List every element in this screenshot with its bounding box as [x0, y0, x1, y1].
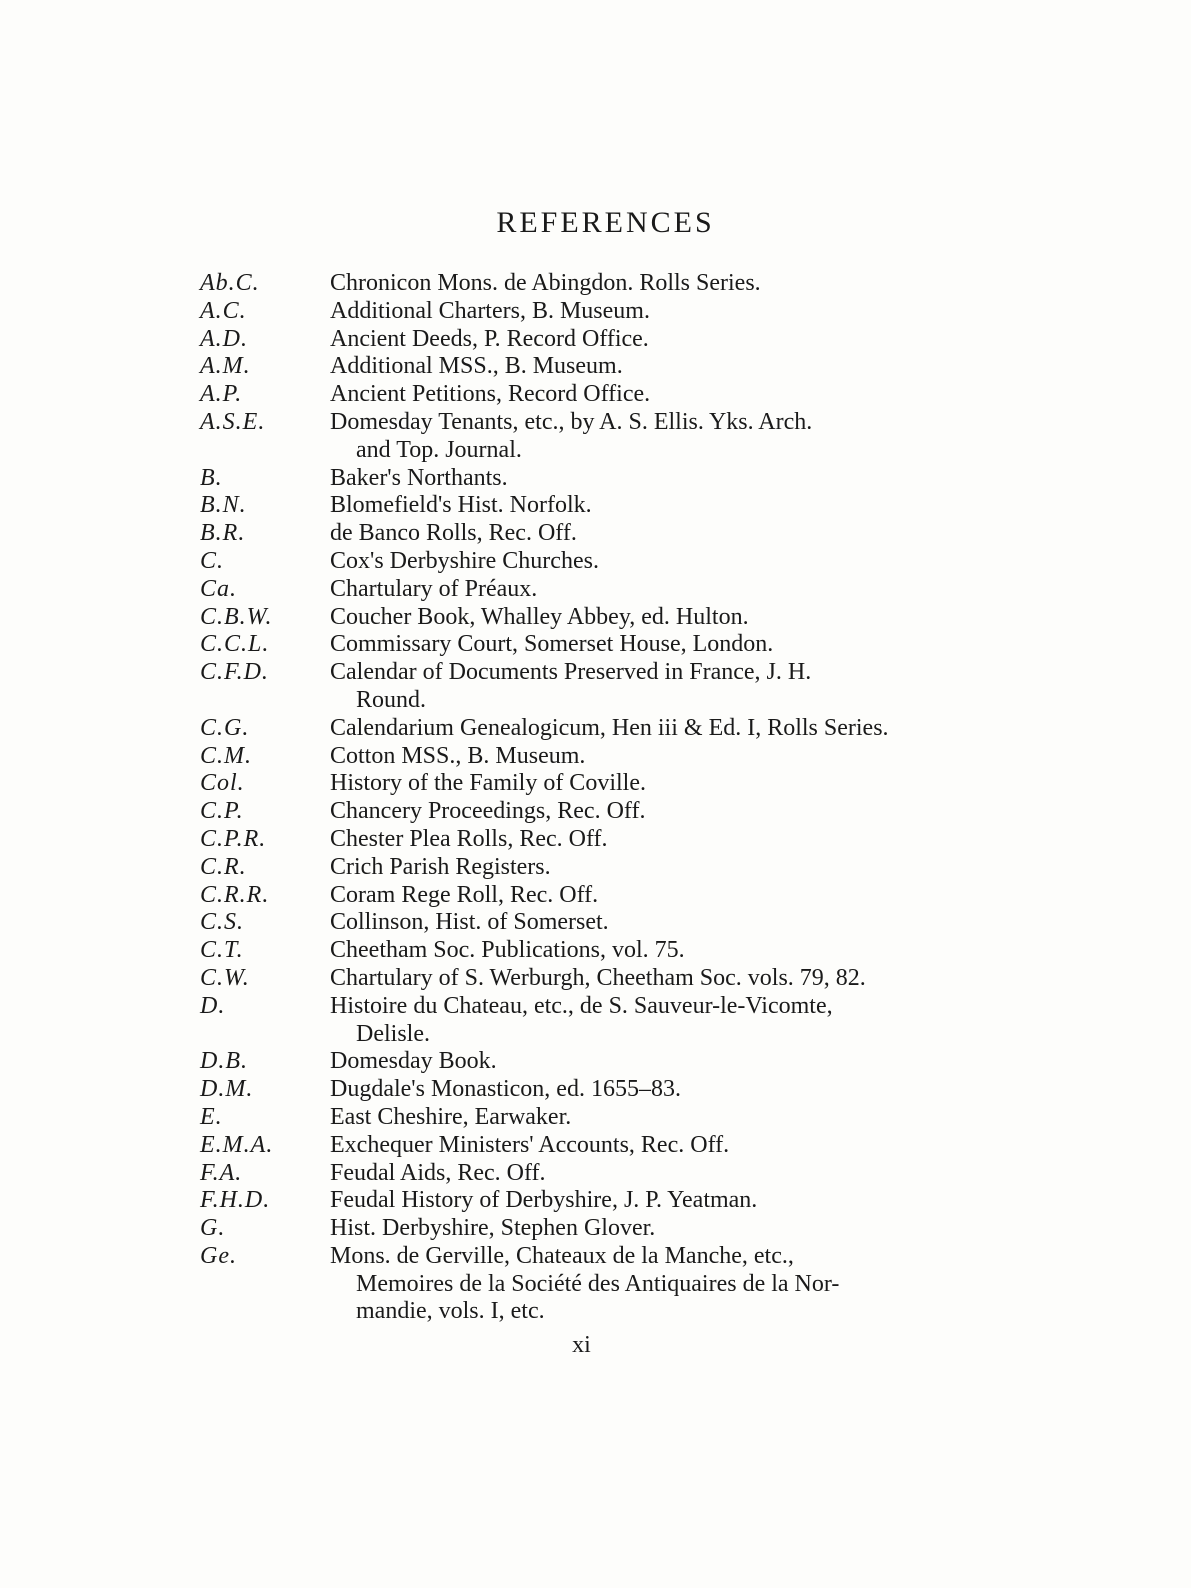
- reference-description: [330, 715, 990, 743]
- reference-description: [330, 353, 990, 381]
- reference-line: Exchequer Ministers' Accounts, Rec. Off.: [330, 1131, 730, 1158]
- reference-entry: [200, 270, 990, 298]
- reference-description: [330, 798, 990, 826]
- reference-description: [330, 548, 990, 576]
- reference-line: Coucher Book, Whalley Abbey, ed. Hulton.: [330, 603, 749, 630]
- reference-abbreviation: C.B.W.: [200, 603, 273, 630]
- reference-line: Chancery Proceedings, Rec. Off.: [330, 798, 646, 825]
- reference-line: Chronicon Mons. de Abingdon. Rolls Series.: [330, 270, 761, 296]
- reference-description: [330, 965, 990, 993]
- reference-line: Additional MSS., B. Museum.: [330, 353, 623, 380]
- reference-continuation-line: and Top. Journal.: [356, 436, 522, 463]
- reference-entry: [200, 1104, 990, 1132]
- reference-abbreviation: C.G.: [200, 714, 250, 741]
- reference-description: [330, 465, 990, 493]
- reference-abbreviation: B.R.: [200, 520, 246, 547]
- reference-line: Domesday Tenants, etc., by A. S. Ellis. Yks. Arch.: [330, 408, 813, 435]
- reference-description: [330, 854, 990, 882]
- reference-description: [330, 298, 990, 326]
- reference-abbreviation: C.P.R.: [200, 825, 267, 852]
- reference-line: Ancient Petitions, Record Office.: [330, 381, 651, 408]
- reference-abbreviation: C.R.R.: [200, 881, 270, 908]
- reference-entry: [200, 1215, 990, 1243]
- reference-entry: [200, 882, 990, 910]
- reference-description: [330, 659, 990, 715]
- reference-description: [330, 826, 990, 854]
- reference-description: [330, 409, 990, 465]
- reference-entry: [200, 854, 990, 882]
- reference-description: [330, 993, 990, 1049]
- reference-description: [330, 1104, 990, 1132]
- reference-entry: [200, 909, 990, 937]
- reference-description: [330, 1215, 990, 1243]
- reference-entry: [200, 604, 990, 632]
- reference-abbreviation: A.S.E.: [200, 408, 266, 435]
- reference-description: [330, 492, 990, 520]
- reference-line: Domesday Book.: [330, 1048, 497, 1075]
- reference-abbreviation: Ca.: [200, 575, 238, 602]
- reference-line: Dugdale's Monasticon, ed. 1655–83.: [330, 1076, 681, 1103]
- reference-abbreviation: E.M.A.: [200, 1131, 274, 1158]
- reference-abbreviation: C.: [200, 547, 225, 574]
- reference-line: Feudal History of Derbyshire, J. P. Yeatman.: [330, 1187, 758, 1214]
- reference-abbreviation: A.M.: [200, 353, 251, 380]
- reference-entry: [200, 1243, 990, 1326]
- reference-line: Calendarium Genealogicum, Hen iii & Ed. I, Rolls Series.: [330, 714, 889, 741]
- reference-entry: [200, 770, 990, 798]
- reference-description: [330, 743, 990, 771]
- reference-description: [330, 631, 990, 659]
- reference-entry: [200, 715, 990, 743]
- reference-line: Hist. Derbyshire, Stephen Glover.: [330, 1215, 656, 1242]
- reference-abbreviation: B.: [200, 464, 223, 491]
- reference-entry: [200, 743, 990, 771]
- reference-abbreviation: C.C.L.: [200, 631, 270, 658]
- reference-line: History of the Family of Coville.: [330, 770, 646, 797]
- reference-description: [330, 882, 990, 910]
- reference-entry: [200, 465, 990, 493]
- reference-line: Chartulary of S. Werburgh, Cheetham Soc. vols. 79, 82.: [330, 964, 866, 991]
- reference-line: Calendar of Documents Preserved in France, J. H.: [330, 659, 812, 686]
- reference-abbreviation: C.R.: [200, 853, 247, 880]
- reference-entry: [200, 659, 990, 715]
- reference-entry: [200, 937, 990, 965]
- reference-description: [330, 770, 990, 798]
- reference-entry: [200, 1048, 990, 1076]
- reference-line: Baker's Northants.: [330, 464, 508, 491]
- reference-abbreviation: B.N.: [200, 492, 247, 519]
- reference-entry: [200, 520, 990, 548]
- reference-description: [330, 604, 990, 632]
- reference-line: Cotton MSS., B. Museum.: [330, 742, 586, 769]
- reference-abbreviation: D.: [200, 992, 226, 1019]
- reference-line: Feudal Aids, Rec. Off.: [330, 1159, 546, 1186]
- reference-continuation-line: mandie, vols. I, etc.: [356, 1298, 545, 1325]
- reference-description: [330, 1187, 990, 1215]
- reference-abbreviation: F.H.D.: [200, 1187, 271, 1214]
- reference-abbreviation: F.A.: [200, 1159, 243, 1186]
- reference-abbreviation: C.P.: [200, 798, 244, 825]
- reference-line: Chartulary of Préaux.: [330, 575, 538, 602]
- reference-entry: [200, 1076, 990, 1104]
- reference-description: [330, 909, 990, 937]
- reference-line: Mons. de Gerville, Chateaux de la Manche, etc.,: [330, 1242, 794, 1269]
- reference-entry: [200, 548, 990, 576]
- reference-line: Coram Rege Roll, Rec. Off.: [330, 881, 599, 908]
- reference-entry: [200, 492, 990, 520]
- reference-entry: [200, 298, 990, 326]
- reference-line: Crich Parish Registers.: [330, 853, 551, 880]
- reference-description: [330, 1243, 990, 1326]
- reference-entry: [200, 993, 990, 1049]
- reference-description: [330, 270, 990, 298]
- reference-list: [200, 270, 990, 1326]
- reference-entry: [200, 1132, 990, 1160]
- reference-description: [330, 520, 990, 548]
- reference-entry: [200, 1187, 990, 1215]
- reference-entry: [200, 326, 990, 354]
- reference-line: Ancient Deeds, P. Record Office.: [330, 325, 649, 352]
- reference-abbreviation: Col.: [200, 770, 245, 797]
- reference-line: Chester Plea Rolls, Rec. Off.: [330, 825, 608, 852]
- reference-continuation-line: Delisle.: [356, 1020, 430, 1047]
- reference-line: East Cheshire, Earwaker.: [330, 1103, 572, 1130]
- reference-description: [330, 1048, 990, 1076]
- reference-abbreviation: A.C.: [200, 297, 247, 324]
- reference-line: Additional Charters, B. Museum.: [330, 297, 650, 324]
- reference-description: [330, 937, 990, 965]
- reference-abbreviation: C.M.: [200, 742, 252, 769]
- reference-abbreviation: Ab.C.: [200, 270, 260, 296]
- reference-line: Collinson, Hist. of Somerset.: [330, 909, 609, 936]
- page-title: REFERENCES: [496, 206, 715, 239]
- reference-description: [330, 1076, 990, 1104]
- reference-description: [330, 576, 990, 604]
- reference-abbreviation: D.B.: [200, 1048, 248, 1075]
- reference-description: [330, 1160, 990, 1188]
- reference-line: Blomefield's Hist. Norfolk.: [330, 492, 592, 519]
- reference-entry: [200, 353, 990, 381]
- reference-abbreviation: C.T.: [200, 937, 244, 964]
- reference-entry: [200, 631, 990, 659]
- reference-abbreviation: E.: [200, 1103, 223, 1130]
- reference-abbreviation: G.: [200, 1215, 226, 1242]
- reference-abbreviation: A.P.: [200, 381, 243, 408]
- reference-abbreviation: C.W.: [200, 964, 250, 991]
- reference-description: [330, 326, 990, 354]
- reference-entry: [200, 965, 990, 993]
- reference-entry: [200, 1160, 990, 1188]
- reference-entry: [200, 381, 990, 409]
- reference-description: [330, 381, 990, 409]
- reference-line: Histoire du Chateau, etc., de S. Sauveur-le-Vicomte,: [330, 992, 833, 1019]
- reference-abbreviation: A.D.: [200, 325, 248, 352]
- reference-entry: [200, 826, 990, 854]
- reference-line: de Banco Rolls, Rec. Off.: [330, 520, 577, 547]
- reference-line: Cox's Derbyshire Churches.: [330, 547, 599, 574]
- reference-abbreviation: C.S.: [200, 909, 245, 936]
- reference-abbreviation: C.F.D.: [200, 659, 269, 686]
- page-number: xi: [572, 1332, 591, 1358]
- reference-entry: [200, 798, 990, 826]
- reference-abbreviation: D.M.: [200, 1076, 254, 1103]
- reference-entry: [200, 409, 990, 465]
- reference-continuation-line: Round.: [356, 686, 427, 713]
- reference-abbreviation: Ge.: [200, 1242, 237, 1269]
- reference-line: Commissary Court, Somerset House, London.: [330, 631, 774, 658]
- reference-entry: [200, 576, 990, 604]
- reference-continuation-line: Memoires de la Société des Antiquaires de la Nor-: [356, 1270, 840, 1297]
- reference-line: Cheetham Soc. Publications, vol. 75.: [330, 937, 685, 964]
- reference-description: [330, 1132, 990, 1160]
